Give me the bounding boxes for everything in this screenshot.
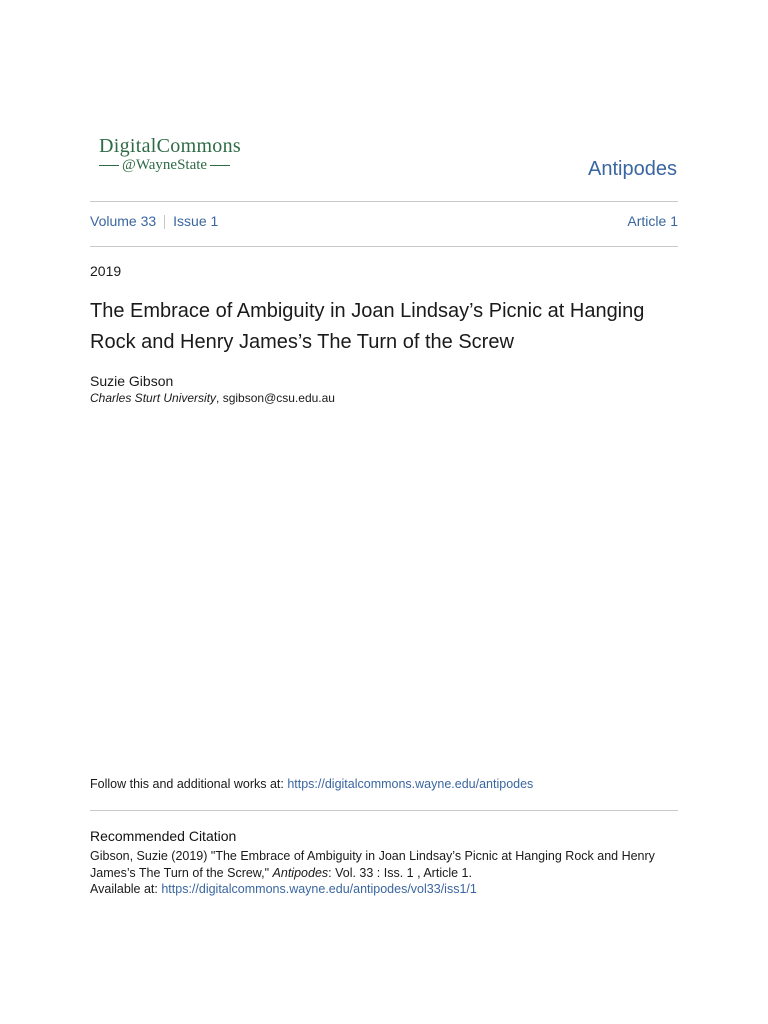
issue-bar [90, 213, 678, 229]
author-name: Suzie Gibson [90, 373, 174, 389]
follow-label: Follow this and additional works at: [90, 777, 288, 791]
recommended-citation-heading: Recommended Citation [90, 828, 237, 844]
author-affiliation [90, 391, 335, 405]
issue-breadcrumb [90, 213, 218, 229]
header-divider-top [90, 201, 678, 202]
logo-bottom-text: @WayneState [122, 157, 208, 173]
digital-commons-logo[interactable] [99, 136, 271, 176]
follow-link[interactable]: https://digitalcommons.wayne.edu/antipodes [287, 777, 534, 791]
citation-journal: Antipodes [272, 865, 329, 880]
journal-name-link[interactable]: Antipodes [588, 158, 677, 180]
volume-link[interactable]: Volume 33 [90, 213, 157, 229]
available-link[interactable]: https://digitalcommons.wayne.edu/antipodes/vol33/iss1/1 [161, 882, 477, 896]
citation-text [90, 848, 682, 898]
logo-rule-right [210, 165, 230, 166]
available-label: Available at: [90, 882, 162, 896]
article-title: The Embrace of Ambiguity in Joan Lindsay’s Picnic at Hanging Rock and Henry James’s The Turn of the Screw [90, 300, 645, 353]
logo-bottom-line [99, 157, 271, 173]
citation-text-after: : Vol. 33 : Iss. 1 , Article 1. [328, 865, 472, 880]
affiliation-name: Charles Sturt University [90, 391, 217, 405]
follow-line [90, 777, 533, 791]
logo-rule-left [99, 165, 119, 166]
breadcrumb-separator [164, 215, 165, 229]
issue-link[interactable]: Issue 1 [173, 213, 219, 229]
header-divider-bottom [90, 246, 678, 247]
citation-text-before: Gibson, Suzie (2019) "The Embrace of Ambiguity in Joan Lindsay’s Picnic at Hanging Rock and Henry James’s The Turn of the Screw," [90, 849, 655, 880]
citation-divider [90, 810, 678, 811]
publication-year: 2019 [90, 263, 122, 279]
author-email: , sgibson@csu.edu.au [216, 391, 335, 405]
logo-top-text: DigitalCommons [99, 135, 241, 157]
article-link[interactable]: Article 1 [627, 213, 678, 229]
